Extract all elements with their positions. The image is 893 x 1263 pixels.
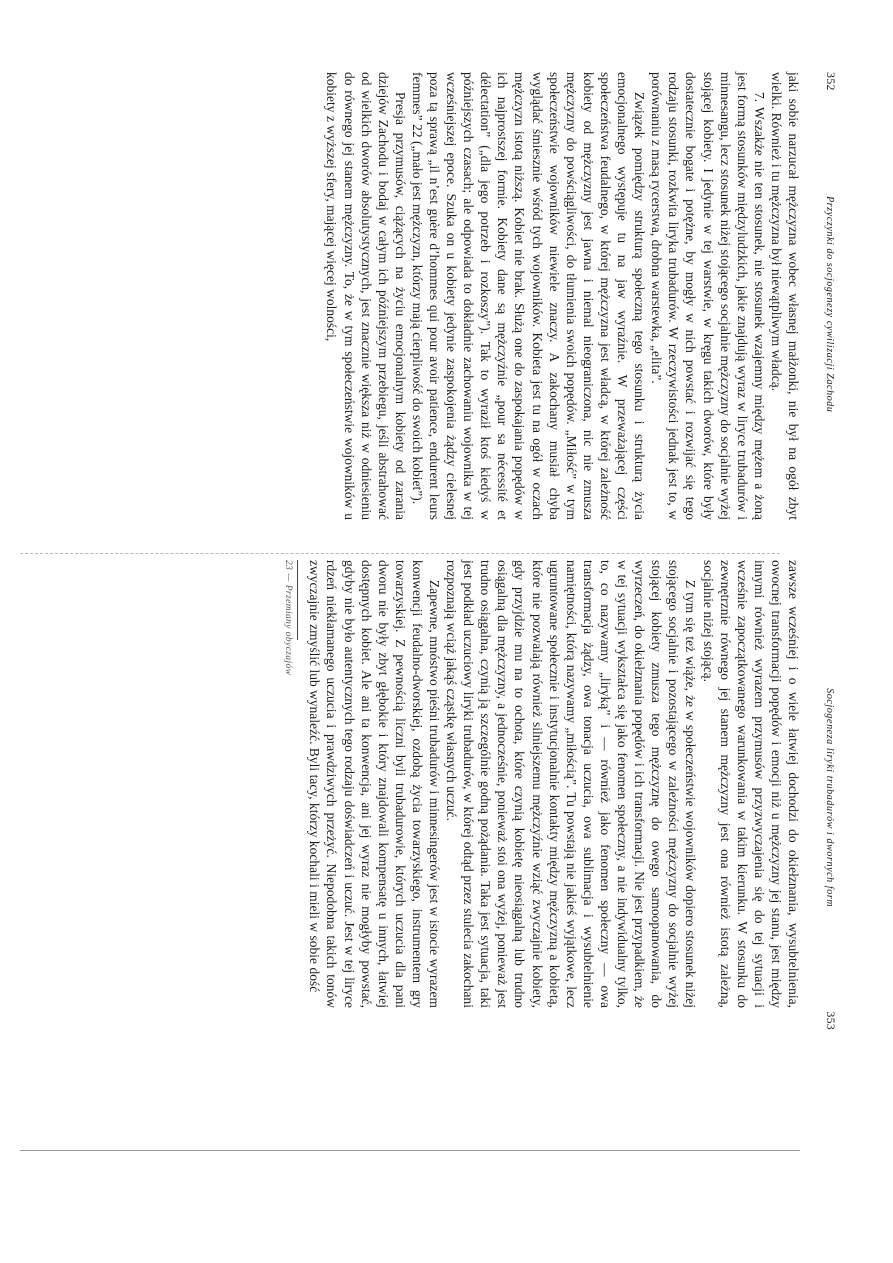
paragraph: Presja przymusów, ciążących na życiu emocjonalnym kobiety od zarania dziejów Zachodu i bodaj w całym ich późniejszym przebiegu, jeśli abstrahować od wielkich dworów absolutystycznych, jest znacznie większa niż w odniesieniu do równego jej stanem mężczyzny. To, że w tym społeczeństwie wojowników u kobiety z wyższej sfery, mającej więcej wolności, [324,72,408,520]
book-page-353 [58,560,838,1030]
signature-mark: 23 — Przemiany obyczajów [283,560,294,676]
running-head [816,72,838,542]
page-number: 353 [824,1011,838,1030]
page-body [306,560,802,1008]
page-number: 352 [824,72,838,91]
running-head [816,560,838,1030]
scan-page-divider [20,553,780,554]
paragraph: Z tym się też wiąże, że w społeczeństwie wojowników dopiero stosunek niżej stojącego socjalnie i pozostającego w zależności mężczyzny do socjalnie wyżej stojącej kobiety zmusza tego mężczyznę do owego samoopanowania, do wyrzeczeń, do okiełznania popędów i ich transformacji. Nie jest przypadkiem, że w tej sytuacji wykształca się jako fenomen społeczny, a nie indywidualny tylko, to, co nazywamy „liryką” i — również jako fenomen społeczny — owa transformacja żądzy, owa tonacja uczucia, owa sublimacja i wysubtelnienie namiętności, którą nazywamy „miłością”. Tu powstają nie jakieś wyjątkowe, lecz ugruntowane społecznie i instytucjonalnie kontakty między mężczyzną a kobietą, które nie pozwalają również silniejszemu mężczyźnie wziąć zwyczajnie kobiety, gdy przyjdzie mu na to ochota, które czynią kobietę nieosiągalną lub trudno osiągalną dla mężczyzny, a jednocześnie, ponieważ stoi ona wyżej, ponieważ jest trudno osiągalna, czynią ją szczególnie godną pożądania. Taka jest sytuacja, taki jest podkład uczuciowy liryki trubadurów, w której odtąd przez stulecia zakochani rozpoznają wciąż jakąś cząstkę własnych uczuć. [444,560,699,1008]
book-page-352 [58,72,838,542]
paragraph: Związek pomiędzy strukturą społeczną tego stosunku i strukturą życia emocjonalnego występuje tu na jaw wyraźnie. W przeważającej części społeczeństwa feudalnego, w której mężczyzna jest władcą, w której zależność kobiety od mężczyzny jest jawna i niemal nieograniczona, nic nie zmusza mężczyzny do powściągliwości, do tłumienia swoich popędów. „Miłość” w tym społeczeństwie wojowników niewiele znaczy. A zakochany musiał chyba wyglądać śmiesznie wśród tych wojowników. Kobieta jest tu na ogół w oczach mężczyzn istotą niższą. Kobiet nie brak. Służą one do zaspokajania popędów w ich najprostszej formie. Kobiety dane są mężczyźnie „pour sa nécessité et délectation” („dla jego potrzeb i rozkoszy”). Tak to wyraził ktoś kiedyś w późniejszych czasach; ale odpowiada to dokładnie zachowaniu wojownika w tej wcześniejszej epoce. Szuka on u kobiety jedynie zaspokojenia żądzy cielesnej poza tą sprawą „il n’est guère d’hommes qui pour avoir patience, endurent leurs femmes” 22 („mało jest mężczyzn, którzy mają cierpliwość do swoich kobiet”). [409,72,648,520]
running-title: Socjogeneza liryki trubadurów i dwornych form [824,688,835,908]
paragraph: jaki sobie narzucał mężczyzna wobec własnej małżonki, nie był na ogół zbyt wielki. Również i tu mężczyzna był niewątpliwym władcą. [768,72,801,520]
paragraph: Zapewne, mnóstwo pieśni trubadurów i minnesingerów jest w istocie wyrazem konwencji feudalno-dworskiej, ozdobą życia towarzyskiego, instrumentem gry towarzyskiej. Z pewnością liczni byli trubadurowie, których uczucia dla pani dworu nie były zbyt głębokie i który znajdowali kompensatę u innych, łatwiej dostępnych kobiet. Ale ani ta konwencja, ani jej wyraz nie mogłyby powstać, gdyby nie było autentycznych tego rodzaju doświadczeń i uczuć. Jest w tej liryce rdzeń niekłamanego uczucia i prawdziwych przeżyć. Niepodobna takich tonów zwyczajnie zmyślić lub wynaleźć. Byli tacy, którzy kochali i mieli w sobie dość [307,560,443,1008]
paragraph: zawsze wcześniej i o wiele łatwiej dochodzi do okiełznania, wysubtelnienia, owocnej transformacji popędów i emocji niż u mężczyzny jej stanu, jest między innymi również wyrazem przymusów przyzwyczajenia się do tej sytuacji i wcześnie zapoczątkowanego warunkowania w takim kierunku. W stosunku do zewnętrznie równego jej stanem mężczyzny jest ona również istotą zależną, socjalnie niżej stojącą. [700,560,801,1008]
scan-bottom-edge [20,1150,800,1151]
page-body [323,72,802,520]
footnote-rule [297,560,298,640]
running-title: Przyczynki do socjogenezy cywilizacji Zachodu [824,196,835,413]
paragraph: 7. Wszakże nie ten stosunek, nie stosunek wzajemny między mężem a żoną jest formą stosunków międzyludzkich, jakie znajdują wyraz w liryce trubadurów i minnesangu, lecz stosunek niżej stojącego socjalnie mężczyzny do socjalnie wyżej stojącej kobiety. I jedynie w tej warstwie, w kręgu takich dworów, które były dostatecznie bogate i potężne, by mogły w nich powstać i rozwijać się tego rodzaju stosunki, rozkwita liryka trubadurów. W rzeczywistości jednak jest to, w porównaniu z masą rycerstwa, drobna warstewka, „elita”. [649,72,767,520]
